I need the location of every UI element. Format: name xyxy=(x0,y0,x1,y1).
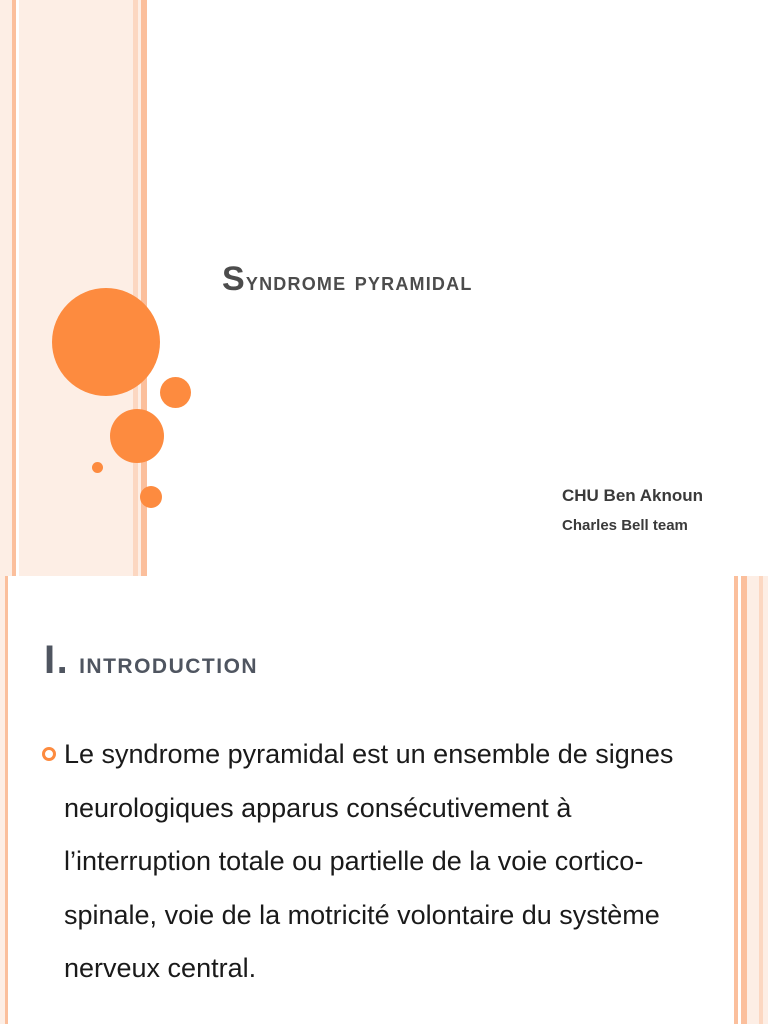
decorative-stripe xyxy=(747,576,768,1024)
subtitle-team: Charles Bell team xyxy=(562,517,688,534)
title-rest: yndrome pyramidal xyxy=(245,266,473,296)
decorative-stripe xyxy=(0,0,12,576)
decorative-stripe xyxy=(5,576,8,1024)
medium-orange-circle-icon xyxy=(110,409,164,463)
bullet-text: Le syndrome pyramidal est un ensemble de signes neurologiques apparus consécutivement à l’interruption totale ou partielle de la voie cortico-spinale, voie de la motricité volontaire du système nerveux central. xyxy=(64,739,674,983)
introduction-slide xyxy=(0,576,768,1024)
tiny-orange-circle-icon xyxy=(92,462,103,473)
small-orange-circle-icon xyxy=(140,486,162,508)
decorative-stripe xyxy=(133,0,138,576)
hollow-circle-bullet-icon xyxy=(42,747,56,761)
small-orange-circle-icon xyxy=(160,377,191,408)
decorative-stripe xyxy=(734,576,738,1024)
subtitle-institution: CHU Ben Aknoun xyxy=(562,486,704,505)
decorative-stripe xyxy=(19,0,141,576)
heading-text: introduction xyxy=(79,647,259,680)
large-orange-circle-icon xyxy=(52,288,160,396)
bullet-item xyxy=(42,728,702,996)
heading-number: I. xyxy=(44,638,70,682)
decorative-stripe xyxy=(12,0,16,576)
decorative-stripe xyxy=(759,576,763,1024)
title-initial: S xyxy=(222,260,246,298)
slide-title xyxy=(222,262,473,296)
section-heading xyxy=(44,640,258,680)
